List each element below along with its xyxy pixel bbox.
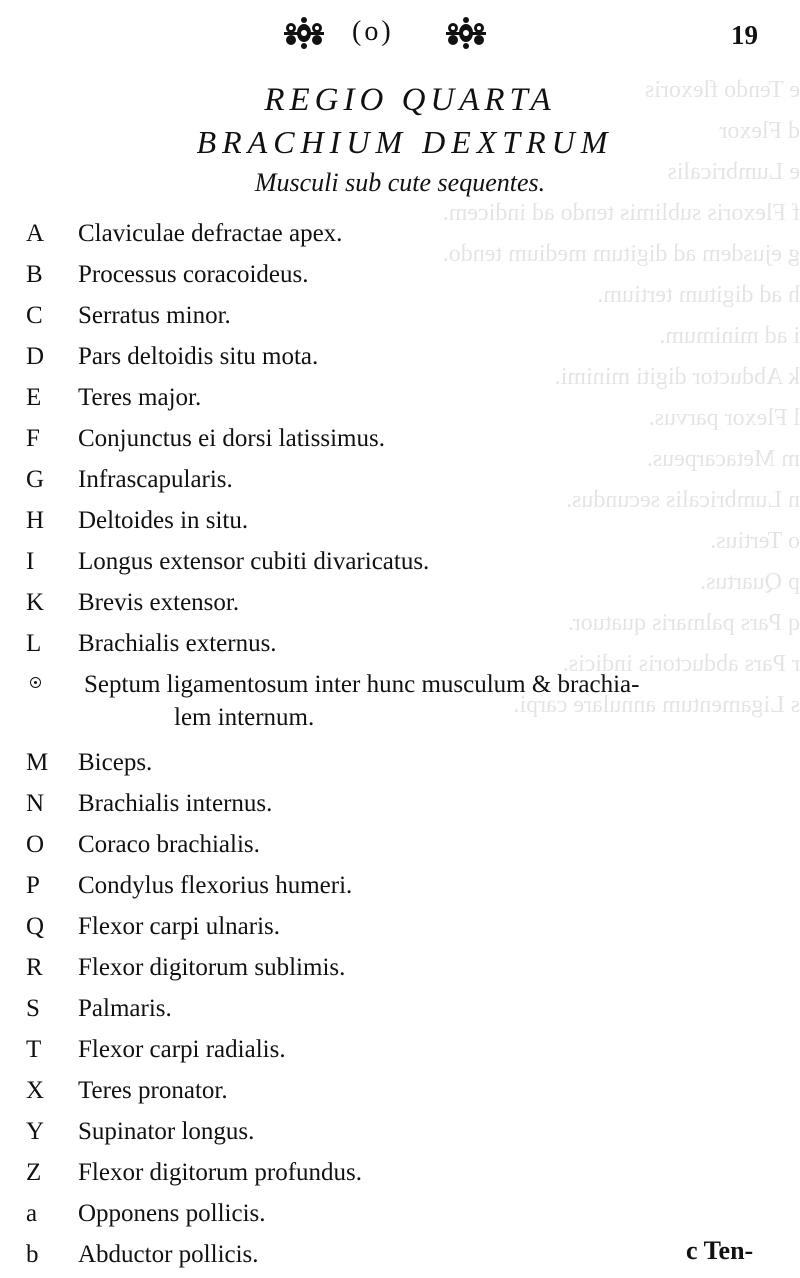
entry-letter: Z bbox=[26, 1159, 42, 1186]
entry-text: Brachialis externus. bbox=[78, 630, 277, 657]
legend-entry bbox=[0, 1071, 800, 1112]
entry-letter: F bbox=[26, 425, 40, 452]
entry-letter: B bbox=[26, 261, 43, 288]
entry-letter: L bbox=[26, 630, 42, 657]
entry-letter: P bbox=[26, 872, 40, 899]
legend-entry bbox=[0, 460, 800, 501]
entry-letter: E bbox=[26, 384, 42, 411]
entry-text: Serratus minor. bbox=[78, 302, 231, 329]
muscle-legend-list bbox=[0, 214, 800, 1276]
entry-text: Coraco brachialis. bbox=[78, 831, 260, 858]
entry-text: Flexor carpi ulnaris. bbox=[78, 913, 281, 940]
entry-text: Pars deltoidis situ mota. bbox=[78, 343, 319, 370]
entry-text: Flexor carpi radialis. bbox=[78, 1036, 286, 1063]
legend-entry bbox=[0, 825, 800, 866]
fleuron-ornament-left bbox=[282, 16, 326, 50]
entry-text: Septum ligamentosum inter hunc musculum & brachia- bbox=[84, 671, 640, 698]
legend-entry bbox=[0, 784, 800, 825]
bleed-through-text: e Tendo flexoris d Flexor e Lumbricalis f Flexoris sublimis tendo ad indicem. g ejusdem ad digitum medium tendo. h ad digitum tertium. i ad minimum. k Abductor digiti minimi. l Flexor parvus. m Metacarpeus. n Lumbricalis secundus. o Tertius. p Quartus. q Pars palmaris quatuor. r Pars abductoris indicis. s Ligamentum annulare carpi. bbox=[442, 77, 800, 718]
section-title: REGIO QUARTA bbox=[264, 82, 556, 118]
legend-entry bbox=[0, 501, 800, 542]
entry-text: Flexor digitorum sublimis. bbox=[78, 954, 346, 981]
entry-letter: O bbox=[26, 831, 45, 858]
entry-letter: T bbox=[26, 1036, 42, 1063]
legend-entry bbox=[0, 624, 800, 665]
legend-entry bbox=[0, 948, 800, 989]
legend-entry bbox=[0, 1235, 800, 1276]
legend-entry bbox=[0, 337, 800, 378]
catchword: c Ten- bbox=[686, 1236, 754, 1265]
entry-text: Flexor digitorum profundus. bbox=[78, 1159, 363, 1186]
legend-entry bbox=[0, 419, 800, 460]
legend-entry bbox=[0, 378, 800, 419]
entry-text: Brevis extensor. bbox=[78, 589, 240, 616]
entry-text: Palmaris. bbox=[78, 995, 172, 1022]
legend-entry bbox=[0, 1030, 800, 1071]
entry-letter: S bbox=[26, 995, 40, 1022]
entry-letter: X bbox=[26, 1077, 45, 1104]
entry-letter: D bbox=[26, 343, 45, 370]
entry-letter: A bbox=[26, 220, 45, 247]
fleuron-ornament-right bbox=[444, 16, 488, 50]
legend-entry bbox=[0, 907, 800, 948]
entry-letter: b bbox=[26, 1241, 39, 1268]
entry-text: Processus coracoideus. bbox=[78, 261, 309, 288]
legend-entry bbox=[0, 542, 800, 583]
entry-letter: K bbox=[26, 589, 45, 616]
signature-mark: (o) bbox=[352, 16, 394, 47]
entry-letter: a bbox=[26, 1200, 38, 1227]
list-heading: Musculi sub cute sequentes. bbox=[254, 168, 546, 197]
entry-text: Opponens pollicis. bbox=[78, 1200, 266, 1227]
legend-entry bbox=[0, 989, 800, 1030]
entry-text: Abductor pollicis. bbox=[78, 1241, 259, 1268]
entry-letter: Y bbox=[26, 1118, 45, 1145]
entry-text: Supinator longus. bbox=[78, 1118, 255, 1145]
legend-entry bbox=[0, 866, 800, 907]
circle-dot-symbol-icon bbox=[26, 671, 66, 699]
entry-text-continuation: lem internum. bbox=[174, 704, 315, 731]
legend-entry bbox=[0, 743, 800, 784]
entry-text: Condylus flexorius humeri. bbox=[78, 872, 353, 899]
entry-text: Teres pronator. bbox=[78, 1077, 228, 1104]
entry-text: Biceps. bbox=[78, 749, 153, 776]
legend-entry bbox=[0, 1153, 800, 1194]
page-number: 19 bbox=[731, 20, 758, 50]
entry-letter: Q bbox=[26, 913, 45, 940]
entry-letter: G bbox=[26, 466, 45, 493]
entry-text: Claviculae defractae apex. bbox=[78, 220, 343, 247]
legend-entry bbox=[0, 296, 800, 337]
legend-entry bbox=[0, 214, 800, 255]
entry-text: Conjunctus ei dorsi latissimus. bbox=[78, 425, 385, 452]
section-subtitle: BRACHIUM DEXTRUM bbox=[196, 124, 614, 160]
entry-letter: M bbox=[26, 749, 49, 776]
legend-entry bbox=[0, 665, 800, 743]
legend-entry bbox=[0, 255, 800, 296]
legend-entry bbox=[0, 1112, 800, 1153]
legend-entry bbox=[0, 1194, 800, 1235]
entry-text: Teres major. bbox=[78, 384, 202, 411]
entry-letter: C bbox=[26, 302, 43, 329]
entry-text: Infrascapularis. bbox=[78, 466, 233, 493]
entry-letter: H bbox=[26, 507, 45, 534]
entry-text: Deltoides in situ. bbox=[78, 507, 249, 534]
entry-letter: R bbox=[26, 954, 43, 981]
legend-entry bbox=[0, 583, 800, 624]
entry-text: Brachialis internus. bbox=[78, 790, 273, 817]
entry-letter: N bbox=[26, 790, 45, 817]
page-header bbox=[0, 16, 800, 56]
entry-letter: I bbox=[26, 548, 35, 575]
entry-text: Longus extensor cubiti divaricatus. bbox=[78, 548, 430, 575]
